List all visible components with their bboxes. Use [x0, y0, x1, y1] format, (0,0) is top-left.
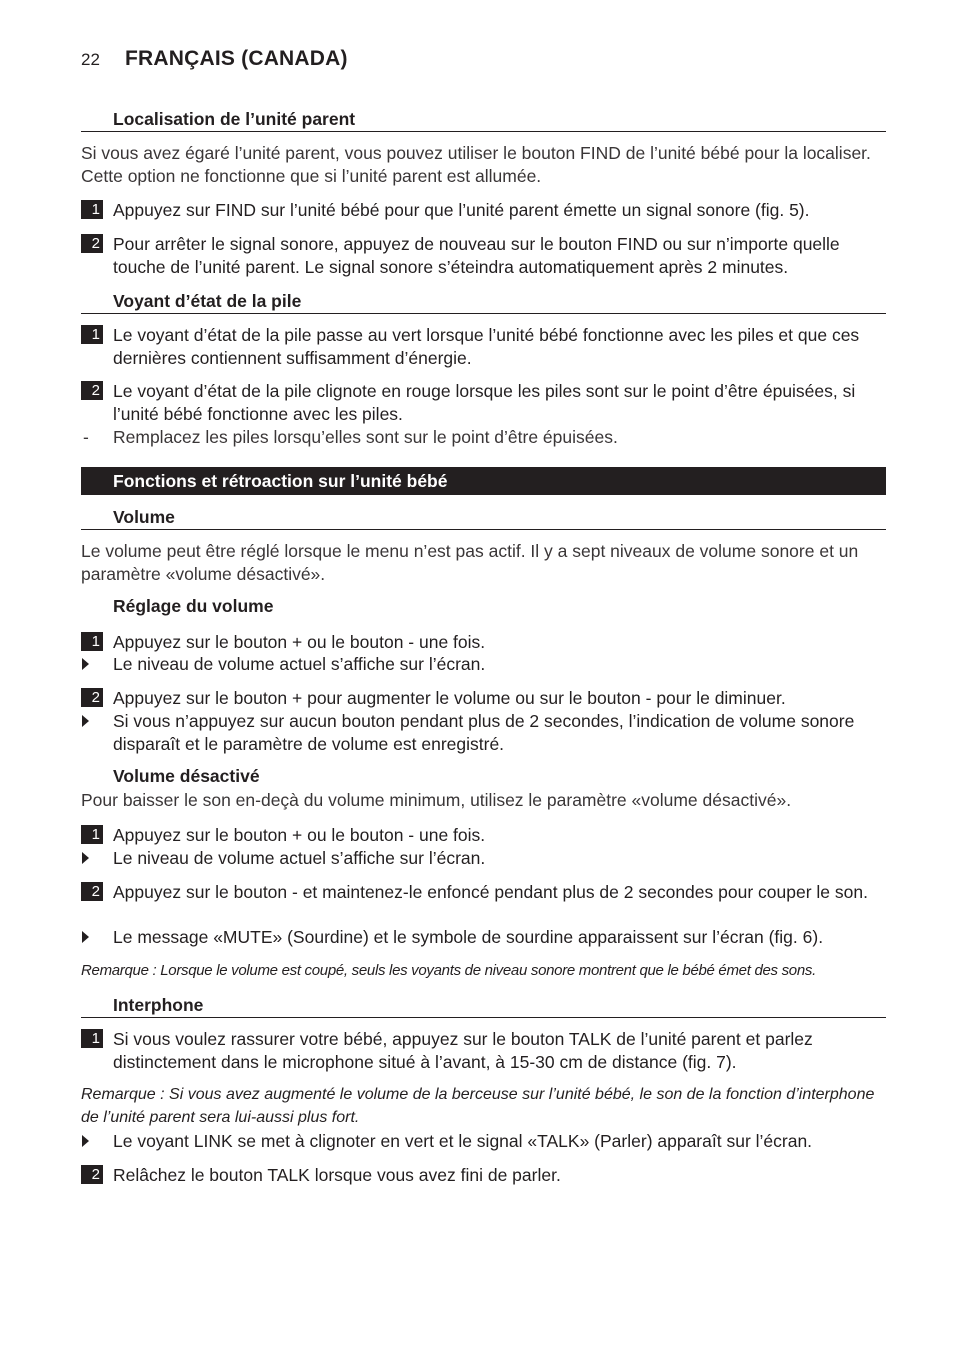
step-text: Appuyez sur le bouton + ou le bouton - une fois. [113, 825, 486, 845]
step-text: Le voyant d’état de la pile clignote en rouge lorsque les piles sont sur le point d’être épuisées, si l’unité bébé fonctionne avec les piles. [113, 381, 856, 424]
chapter-title: Fonctions et rétroaction sur l’unité bébé [113, 471, 448, 491]
section-title: Voyant d’état de la pile [113, 291, 302, 311]
page-number: 22 [81, 50, 100, 69]
step-number-badge: 1 [81, 632, 103, 651]
step-text: Appuyez sur le bouton - et maintenez-le enfoncé pendant plus de 2 secondes pour couper le son. [113, 882, 868, 902]
result-text: Le message «MUTE» (Sourdine) et le symbole de sourdine apparaissent sur l’écran (fig. 6). [113, 927, 824, 947]
triangle-bullet-icon [82, 658, 89, 670]
step-text: Appuyez sur le bouton + ou le bouton - une fois. [113, 632, 486, 652]
step-number-badge: 1 [81, 1029, 103, 1048]
note-text: Remarque : Si vous avez augmenté le volume de la berceuse sur l’unité bébé, le son de la fonction d’interphone de l’unité parent sera lui-aussi plus fort. [81, 1086, 875, 1126]
triangle-bullet-icon [82, 715, 89, 727]
triangle-bullet-icon [82, 852, 89, 864]
step-number-badge: 2 [81, 882, 103, 901]
result-text: Le niveau de volume actuel s’affiche sur l’écran. [113, 848, 486, 868]
chapter-heading-bar [81, 467, 886, 495]
triangle-bullet-icon [82, 931, 89, 943]
result-text: Le niveau de volume actuel s’affiche sur l’écran. [113, 654, 486, 674]
step-number-badge: 2 [81, 1165, 103, 1184]
subsection-title-volume-adjust: Réglage du volume [113, 596, 274, 616]
section-heading-volume [81, 504, 886, 530]
step-text: Le voyant d’état de la pile passe au vert lorsque l’unité bébé fonctionne avec les piles et que ces dernières contiennent suffisamment d’énergie. [113, 325, 860, 368]
section-heading-battery-status [81, 288, 886, 314]
dash-mark: - [83, 427, 89, 447]
step-number-badge: 1 [81, 200, 103, 219]
result-text: Si vous n’appuyez sur aucun bouton pendant plus de 2 secondes, l’indication de volume sonore disparaît et le paramètre de volume est enregistré. [113, 711, 855, 754]
section-title: Volume [113, 507, 175, 527]
section-heading-intercom [81, 992, 886, 1018]
step-number-badge: 1 [81, 325, 103, 344]
step-text: Relâchez le bouton TALK lorsque vous avez fini de parler. [113, 1165, 561, 1185]
step-text: Si vous voulez rassurer votre bébé, appuyez sur le bouton TALK de l’unité parent et parlez distinctement dans le microphone situé à l’avant, à 15-30 cm de distance (fig. 7). [113, 1029, 813, 1072]
page-language-title: FRANÇAIS (CANADA) [125, 47, 348, 70]
intro-paragraph: Si vous avez égaré l’unité parent, vous pouvez utiliser le bouton FIND de l’unité bébé pour la localiser. Cette option ne fonctionne que si l’unité parent est allumée. [81, 143, 871, 186]
step-text: Pour arrêter le signal sonore, appuyez de nouveau sur le bouton FIND ou sur n’importe quelle touche de l’unité parent. Le signal sonore s’éteindra automatiquement après 2 minutes. [113, 234, 840, 277]
step-text: Appuyez sur FIND sur l’unité bébé pour que l’unité parent émette un signal sonore (fig. 5). [113, 200, 810, 220]
intro-paragraph: Le volume peut être réglé lorsque le menu n’est pas actif. Il y a sept niveaux de volume sonore et un paramètre «volume désactivé». [81, 541, 859, 584]
step-number-badge: 2 [81, 234, 103, 253]
section-heading-locate-parent [81, 106, 886, 132]
result-text: Le voyant LINK se met à clignoter en vert et le signal «TALK» (Parler) apparaît sur l’écran. [113, 1131, 813, 1151]
step-number-badge: 2 [81, 688, 103, 707]
note-text: Remarque : Lorsque le volume est coupé, seuls les voyants de niveau sonore montrent que le bébé émet des sons. [81, 962, 816, 979]
step-number-badge: 1 [81, 825, 103, 844]
section-title: Localisation de l’unité parent [113, 109, 356, 129]
triangle-bullet-icon [82, 1135, 89, 1147]
step-text: Appuyez sur le bouton + pour augmenter le volume ou sur le bouton - pour le diminuer. [113, 688, 786, 708]
step-number-badge: 2 [81, 381, 103, 400]
intro-paragraph: Pour baisser le son en-deçà du volume minimum, utilisez le paramètre «volume désactivé». [81, 790, 792, 810]
list-item-text: Remplacez les piles lorsqu’elles sont sur le point d’être épuisées. [113, 427, 618, 447]
section-title: Interphone [113, 995, 204, 1015]
subsection-title-volume-off: Volume désactivé [113, 766, 260, 786]
